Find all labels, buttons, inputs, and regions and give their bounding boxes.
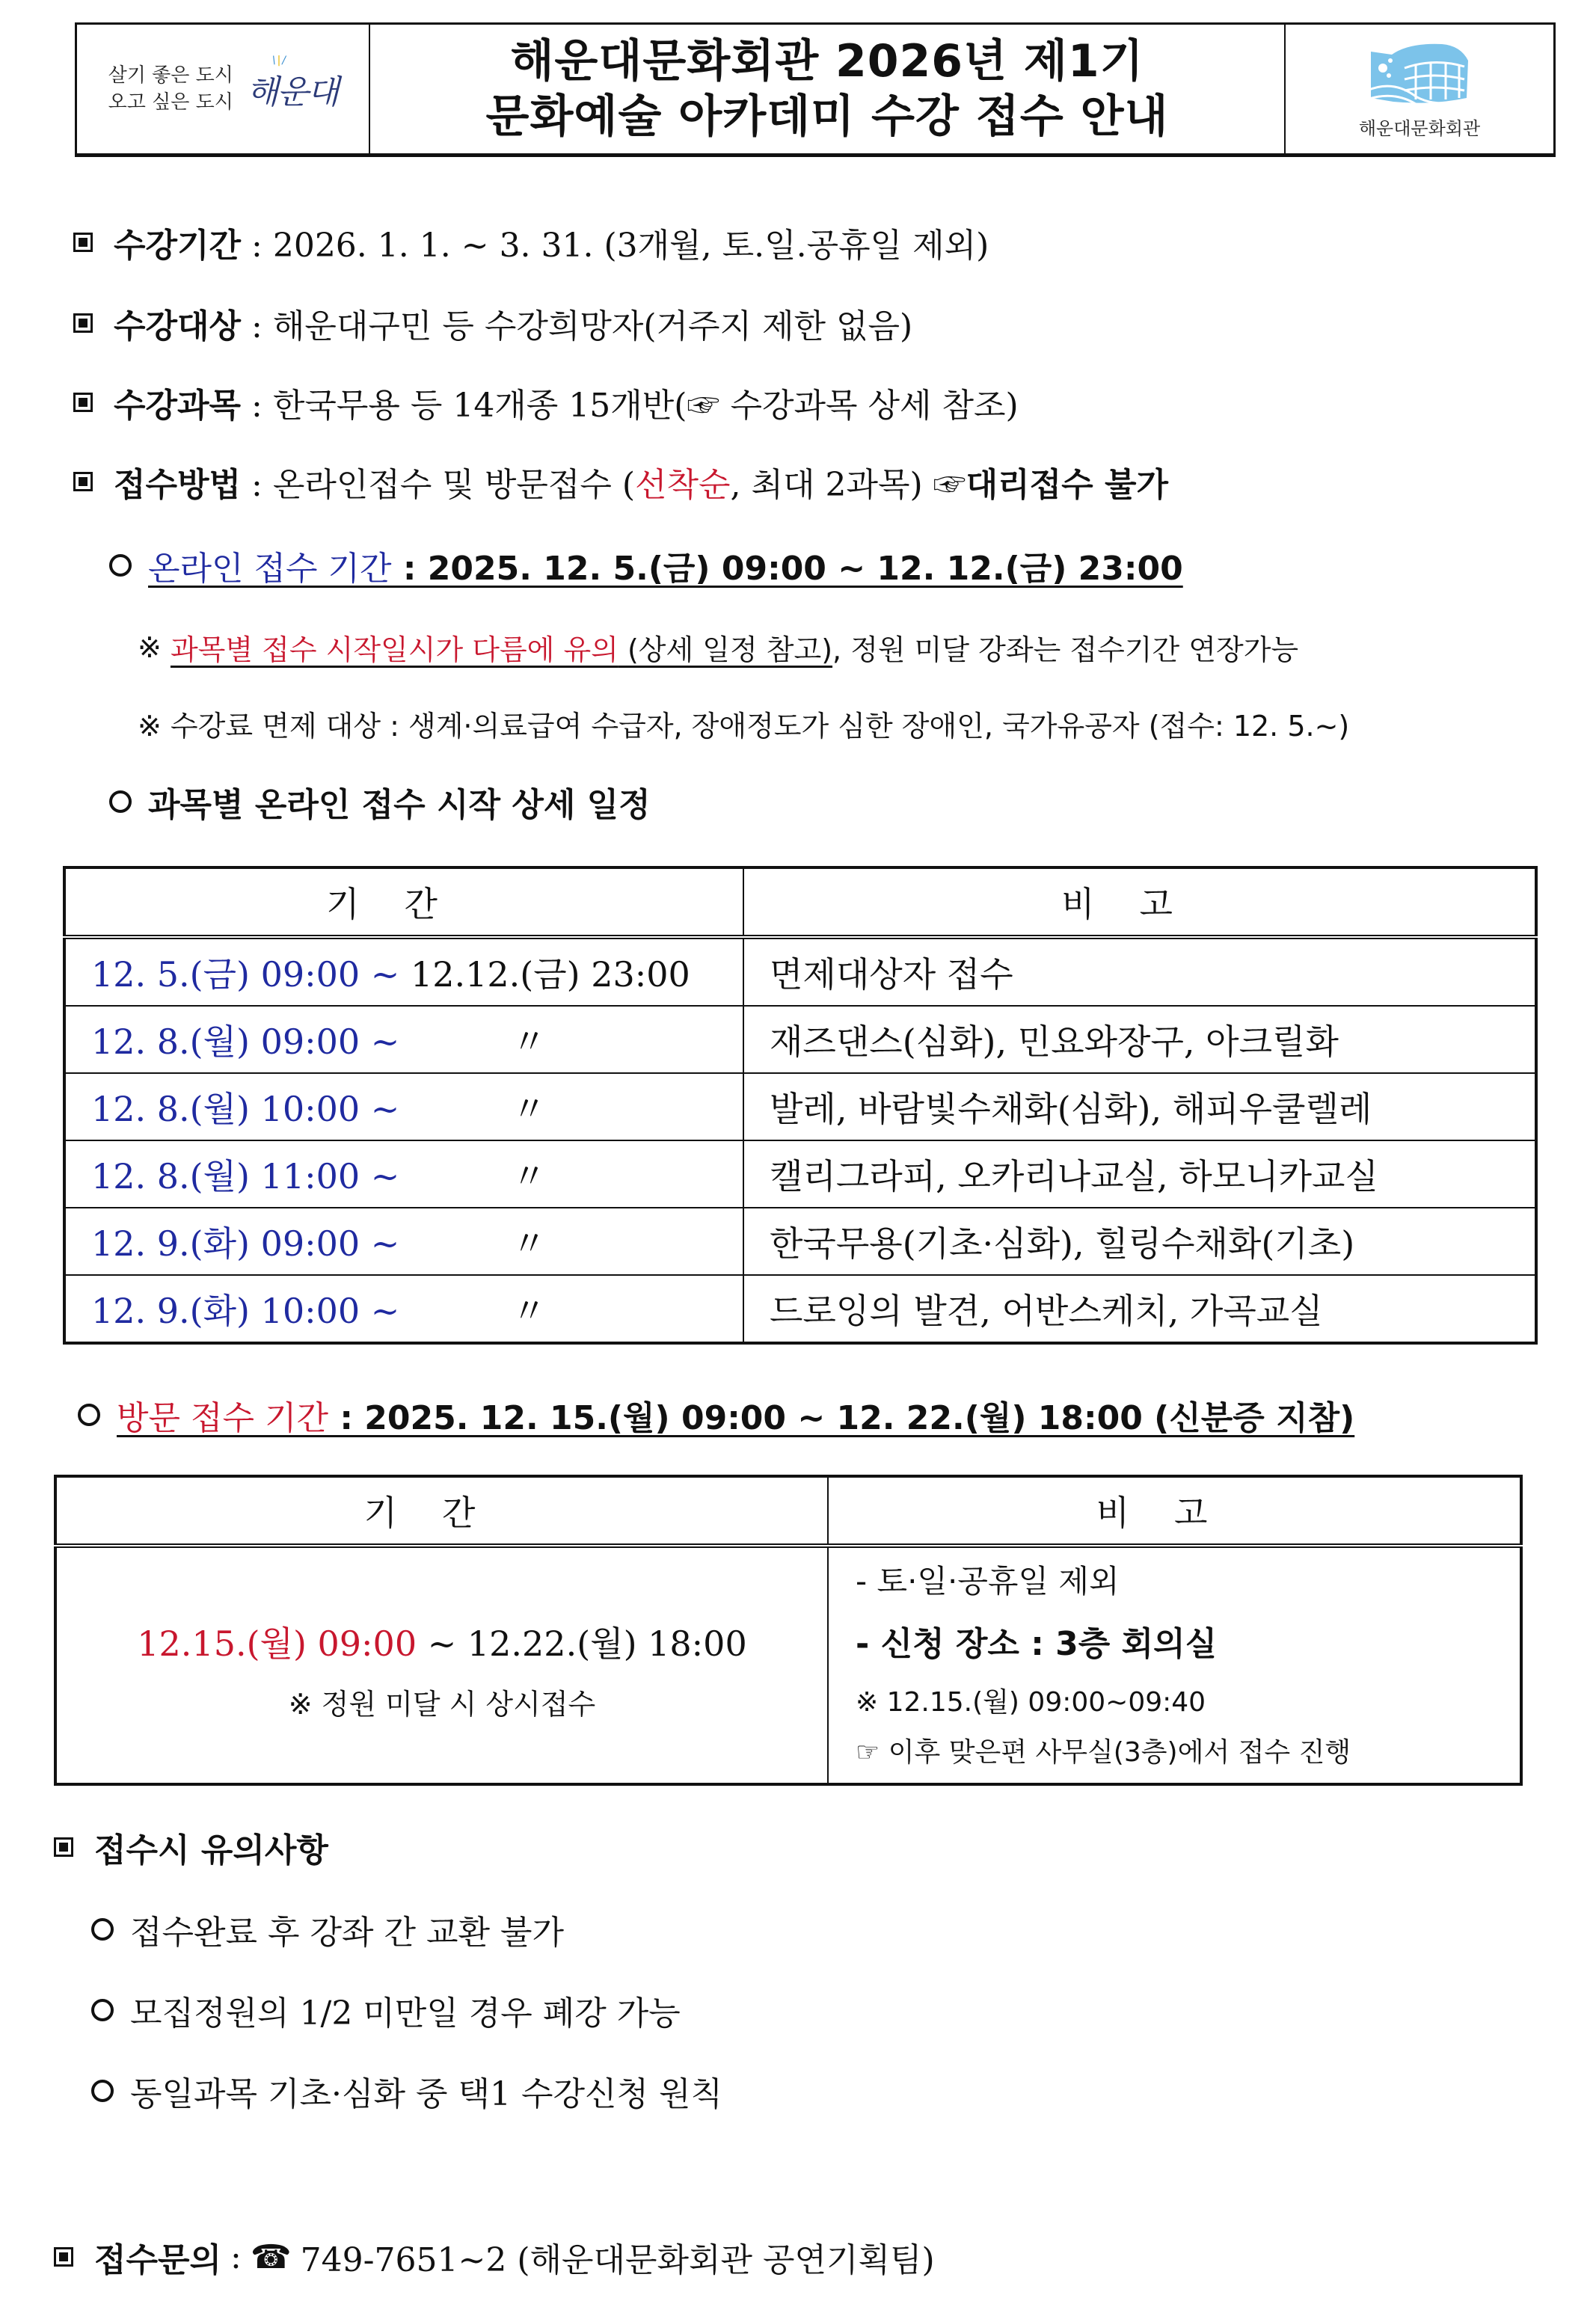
hall-logo-text: 해운대문화회관 — [1358, 118, 1481, 139]
online-period-value: : 2025. 12. 5.(금) 09:00 ~ 12. 12.(금) 23:00 — [391, 550, 1183, 588]
visit-period — [78, 1391, 1354, 1439]
contact-phone: 749-7651~2 (해운대문화회관 공연기획팀) — [300, 2241, 935, 2279]
target-value: : 해운대구민 등 수강희망자(거주지 제한 없음) — [251, 307, 913, 345]
method-label: 접수방법 — [114, 466, 242, 504]
table-row: 12. 8.(월) 10:00 ~ 〃 발레, 바람빛수채화(심화), 해피우쿨렐레 — [64, 1073, 1536, 1140]
circle-bullet-icon — [91, 1999, 114, 2021]
online-period-label: 온라인 접수 기간 — [148, 550, 392, 588]
section-period — [73, 218, 989, 266]
section-courses — [73, 378, 1019, 426]
circle-bullet-icon — [78, 1404, 100, 1426]
online-note-1: ※ 과목별 접수 시작일시가 다름에 유의 (상세 일정 참고) , 정원 미달 강좌는 접수기간 연장가능 — [138, 630, 1299, 666]
square-bullet-icon — [73, 393, 93, 412]
period-label: 수강기간 — [114, 227, 242, 265]
caution-item: 접수완료 후 강좌 간 교환 불가 — [91, 1905, 564, 1953]
visit-period-label: 방문 접수 기간 — [117, 1399, 328, 1437]
section-target — [73, 299, 912, 347]
title-line-1: 해운대문화회관 2026년 제1기 — [510, 35, 1144, 87]
city-slogan-cell — [77, 25, 370, 153]
circle-bullet-icon — [109, 790, 132, 813]
haeundae-city-logo: \|/ 해운대 — [246, 55, 338, 111]
online-note-2: ※ 수강료 면제 대상 : 생계·의료급여 수급자, 장애정도가 심한 장애인, 국가유공자 (접수: 12. 5.~) — [138, 710, 1350, 743]
page-title — [370, 25, 1284, 153]
col-header-remarks: 비고 — [828, 1476, 1521, 1546]
schedule-title: 과목별 온라인 접수 시작 상세 일정 — [109, 778, 651, 826]
square-bullet-icon — [73, 233, 93, 252]
table-row: 12. 9.(화) 10:00 ~ 〃 드로잉의 발견, 어반스케치, 가곡교실 — [64, 1275, 1536, 1343]
circle-bullet-icon — [109, 554, 132, 577]
courses-label: 수강과목 — [114, 387, 242, 425]
no-proxy-text: 대리접수 불가 — [966, 466, 1168, 504]
target-label: 수강대상 — [114, 307, 242, 345]
header-box — [75, 22, 1556, 157]
caution-item: 모집정원의 1/2 미만일 경우 폐강 가능 — [91, 1986, 681, 2034]
section-method: 접수방법 : 온라인접수 및 방문접수 ( 선착순 , 최대 2과목) ☞ 대리접수 불가 — [73, 458, 1168, 506]
circle-bullet-icon — [91, 2080, 114, 2102]
col-header-period: 기간 — [55, 1476, 828, 1546]
title-line-2: 문화예술 아카데미 수강 접수 안내 — [485, 90, 1169, 143]
square-bullet-icon — [73, 472, 93, 491]
schedule-table — [63, 866, 1538, 1345]
contact-line: 접수문의 : ☎ 749-7651~2 (해운대문화회관 공연기획팀) — [54, 2233, 935, 2281]
cautions-heading: 접수시 유의사항 — [54, 1823, 328, 1871]
visit-period-value: : 2025. 12. 15.(월) 09:00 ~ 12. 22.(월) 18:00 (신분증 지참) — [328, 1399, 1355, 1437]
table-row: 12. 9.(화) 09:00 ~ 〃 한국무용(기초·심화), 힐링수채화(기초) — [64, 1208, 1536, 1275]
table-row: 12. 8.(월) 11:00 ~ 〃 캘리그라피, 오카리나교실, 하모니카교실 — [64, 1140, 1536, 1208]
period-value: : 2026. 1. 1. ~ 3. 31. (3개월, 토.일.공휴일 제외) — [251, 227, 989, 265]
square-bullet-icon — [54, 2247, 73, 2267]
visit-table — [54, 1475, 1523, 1786]
square-bullet-icon — [73, 313, 93, 333]
caution-item: 동일과목 기초·심화 중 택1 수강신청 원칙 — [91, 2067, 722, 2115]
online-period — [109, 541, 1183, 589]
col-header-remarks: 비고 — [743, 867, 1536, 937]
sun-rays-icon: \|/ — [271, 55, 288, 67]
hall-logo-cell — [1284, 25, 1553, 153]
city-slogan: 살기 좋은 도시 오고 싶은 도시 — [108, 64, 233, 114]
square-bullet-icon — [54, 1837, 73, 1857]
culture-hall-logo-icon — [1363, 38, 1476, 109]
table-row: 12. 8.(월) 09:00 ~ 〃 재즈댄스(심화), 민요와장구, 아크릴화 — [64, 1006, 1536, 1073]
courses-value: : 한국무용 등 14개종 15개반(☞ 수강과목 상세 참조) — [251, 387, 1019, 425]
phone-icon: ☎ — [250, 2237, 292, 2276]
col-header-period: 기간 — [64, 867, 743, 937]
first-come-text: 선착순 — [635, 466, 731, 504]
table-row: 12.15.(월) 09:00 ~ 12.22.(월) 18:00 ※ 정원 미달 시 상시접수 - 토·일·공휴일 제외 - 신청 장소 : 3층 회의실 ※ 12.15.(월) 09:00~09:40 ☞ 이후 맞은편 사무실(3층)에서 접수 진행 — [55, 1546, 1521, 1784]
circle-bullet-icon — [91, 1918, 114, 1941]
table-row: 12. 5.(금) 09:00 ~ 12.12.(금) 23:00 면제대상자 접수 — [64, 937, 1536, 1006]
